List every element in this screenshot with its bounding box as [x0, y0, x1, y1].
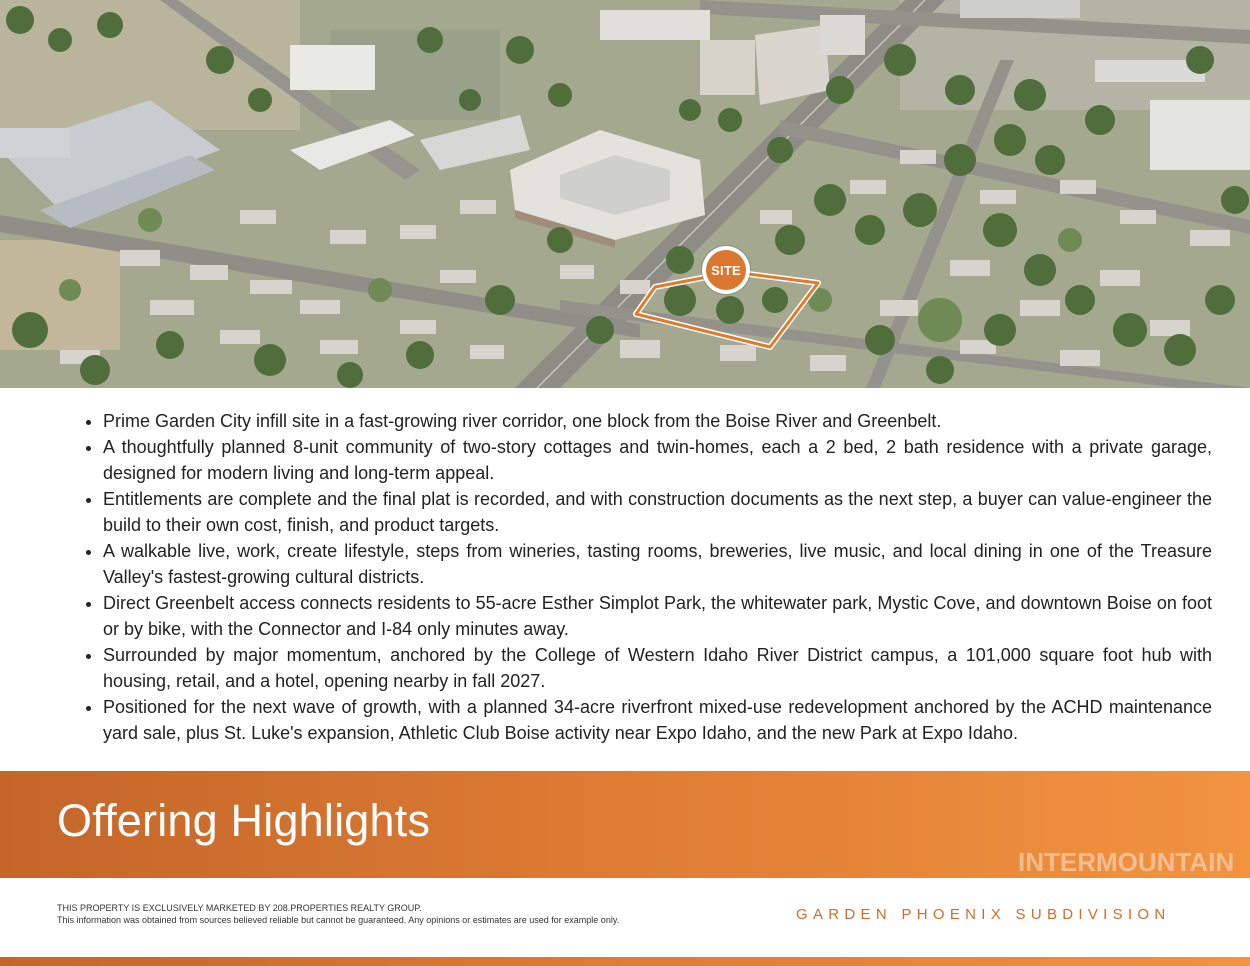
bottom-accent-bar [0, 957, 1250, 966]
disclaimer [57, 902, 619, 926]
brand-watermark: INTERMOUNTAIN [1018, 847, 1235, 877]
highlight-item: • Direct Greenbelt access connects residents to 55-acre Esther Simplot Park, the whitewater park, Mystic Cove, and downtown Boise on foot or by bike, with the Connector and I-84 only minutes away. [103, 590, 1212, 642]
disclaimer-line-2: This information was obtained from sources believed reliable but cannot be guaranteed. Any opinions or estimates are used for example only. [57, 915, 620, 925]
subdivision-name: GARDEN PHOENIX SUBDIVISION [796, 906, 1171, 923]
highlight-item: • A walkable live, work, create lifestyle, steps from wineries, tasting rooms, breweries, live music, and local dining in one of the Treasure Valley's fastest-growing cultural districts. [103, 538, 1212, 590]
site-marker-label: SITE [706, 250, 746, 290]
aerial-illustration [0, 0, 1250, 388]
offering-banner [0, 771, 1250, 878]
highlight-item: • Entitlements are complete and the final plat is recorded, and with construction documents as the next step, a buyer can value-engineer the build to their own cost, finish, and product targets. [103, 486, 1212, 538]
site-marker [702, 246, 750, 294]
highlight-item: • Prime Garden City infill site in a fast-growing river corridor, one block from the Boise River and Greenbelt. [103, 408, 1212, 434]
page-title: Offering Highlights [57, 795, 431, 846]
highlights-list [78, 408, 1212, 746]
highlight-item: • Surrounded by major momentum, anchored by the College of Western Idaho River District campus, a 101,000 square foot hub with housing, retail, and a hotel, opening nearby in fall 2027. [103, 642, 1212, 694]
disclaimer-line-1: THIS PROPERTY IS EXCLUSIVELY MARKETED BY 208.PROPERTIES REALTY GROUP. [57, 903, 422, 913]
highlight-item: • A thoughtfully planned 8-unit community of two-story cottages and twin-homes, each a 2 bed, 2 bath residence with a private garage, designed for modern living and long-term appeal. [103, 434, 1212, 486]
highlight-item: • Positioned for the next wave of growth, with a planned 34-acre riverfront mixed-use redevelopment anchored by the ACHD maintenance yard sale, plus St. Luke's expansion, Athletic Club Boise activity near Expo Idaho, and the new Park at Expo Idaho. [103, 694, 1212, 746]
aerial-site-photo [0, 0, 1250, 388]
